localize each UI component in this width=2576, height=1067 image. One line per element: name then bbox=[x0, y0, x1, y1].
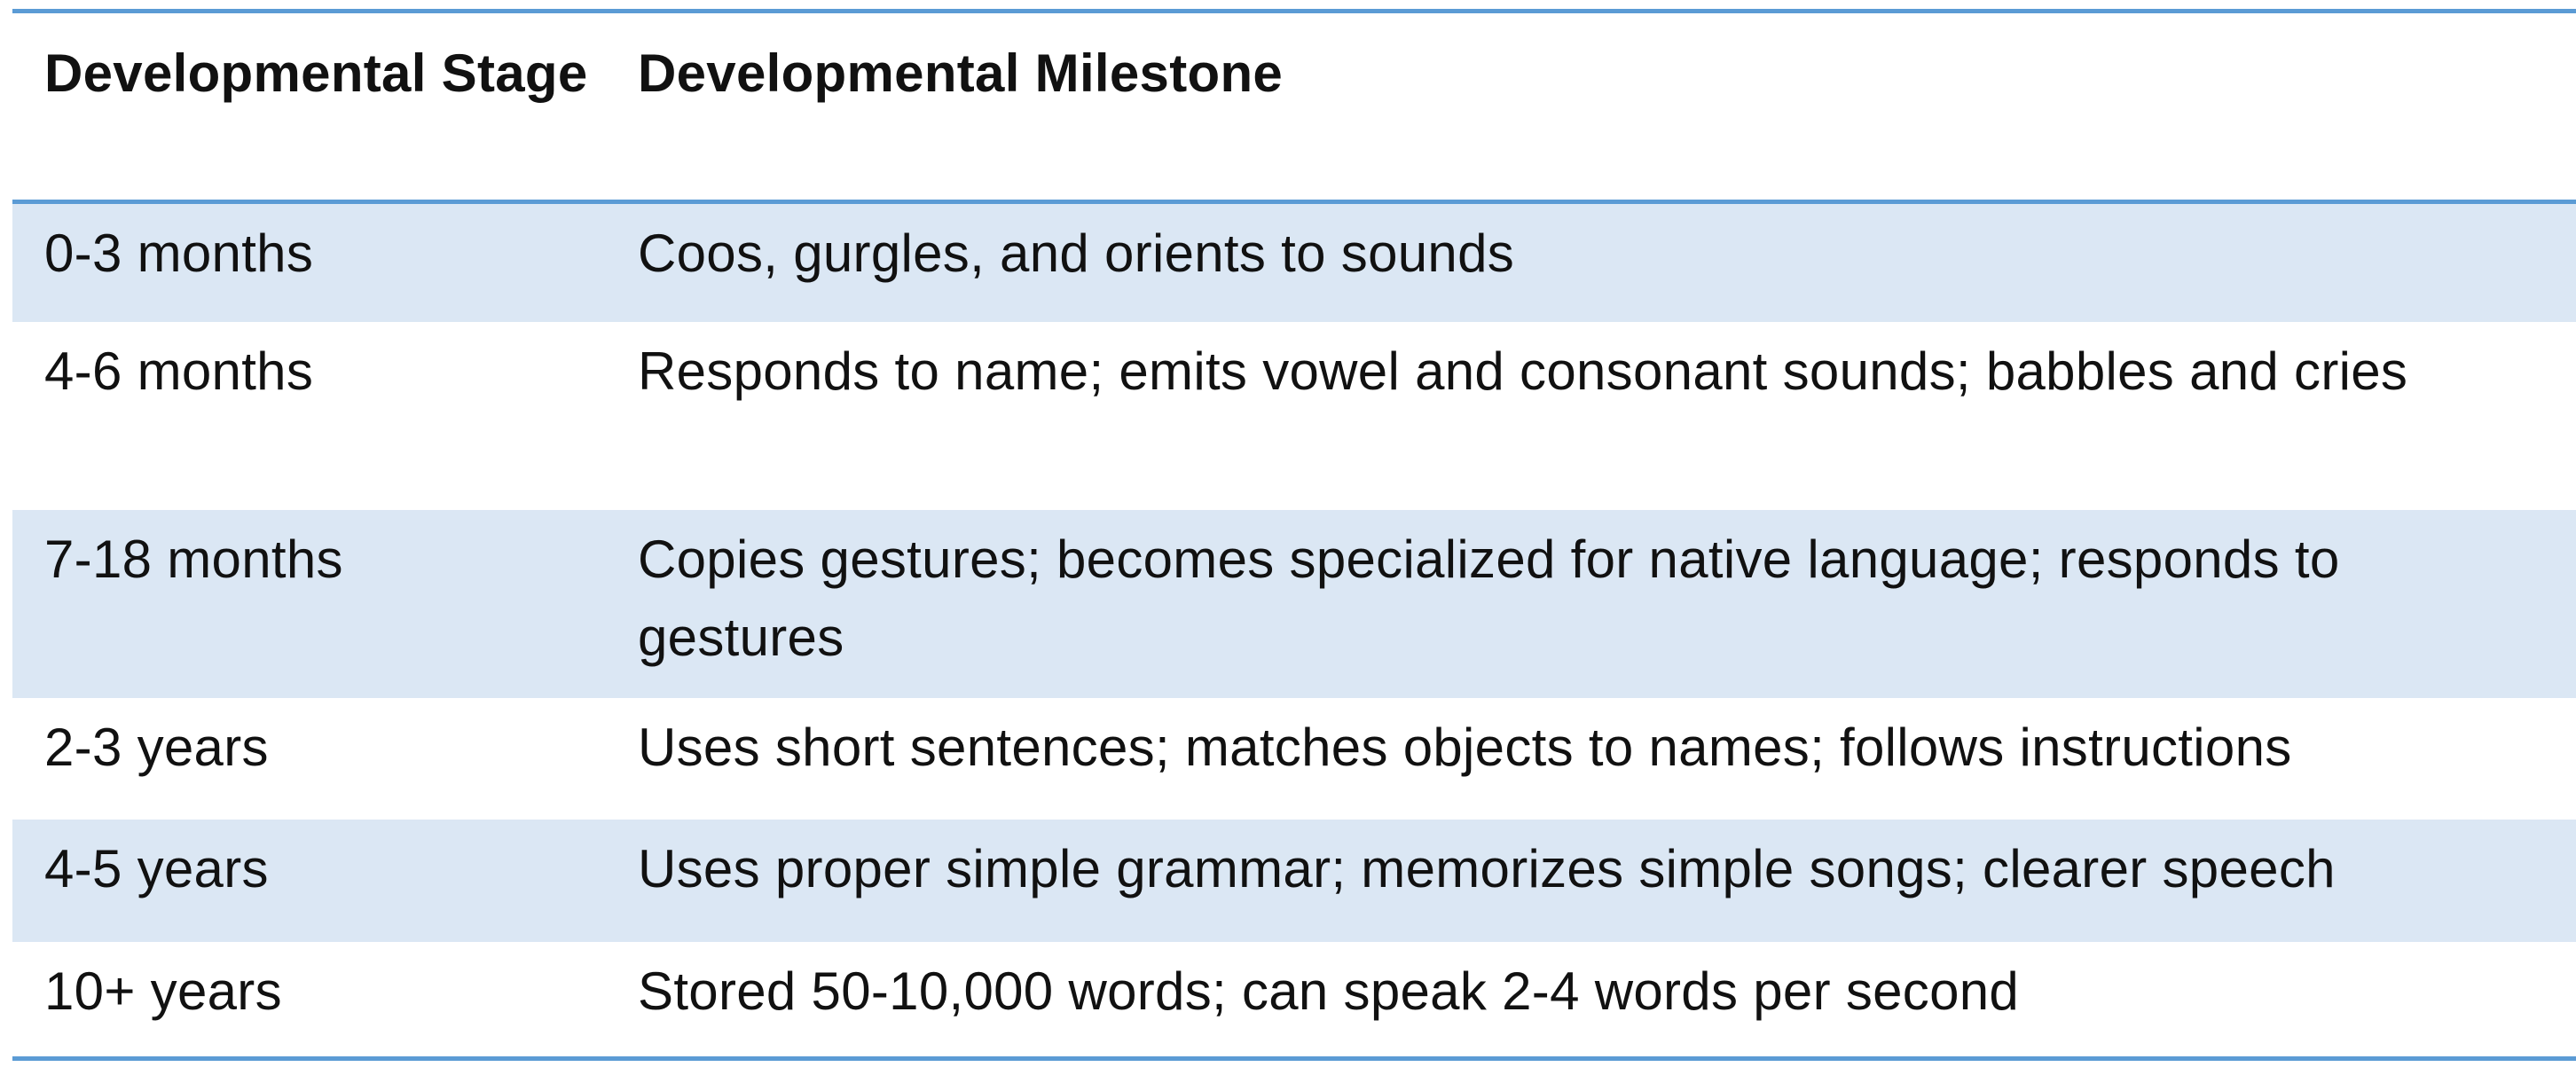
milestone-cell: Copies gestures; becomes specialized for native language; responds to gestures bbox=[638, 530, 2340, 667]
stage-cell: 4-5 years bbox=[44, 839, 269, 898]
stage-cell: 7-18 months bbox=[44, 530, 343, 589]
stage-cell: 4-6 months bbox=[44, 341, 314, 401]
stage-cell: 2-3 years bbox=[44, 718, 269, 777]
header-stage: Developmental Stage bbox=[44, 43, 588, 103]
table-row bbox=[12, 698, 2576, 820]
table-row bbox=[12, 510, 2576, 698]
milestones-table bbox=[12, 9, 2576, 1061]
table-row bbox=[12, 322, 2576, 510]
milestone-cell: Uses proper simple grammar; memorizes simple songs; clearer speech bbox=[638, 839, 2336, 898]
table-row bbox=[12, 942, 2576, 1056]
table-header-row bbox=[12, 13, 2576, 200]
table-bottom-rule bbox=[12, 1056, 2576, 1061]
milestone-cell: Responds to name; emits vowel and consonant sounds; babbles and cries bbox=[638, 341, 2408, 401]
milestone-cell: Uses short sentences; matches objects to names; follows instructions bbox=[638, 718, 2292, 777]
table-row bbox=[12, 204, 2576, 322]
table-row bbox=[12, 820, 2576, 942]
stage-cell: 10+ years bbox=[44, 961, 282, 1021]
milestone-cell: Stored 50-10,000 words; can speak 2-4 words per second bbox=[638, 961, 2020, 1021]
milestone-cell: Coos, gurgles, and orients to sounds bbox=[638, 224, 1515, 283]
header-milestone: Developmental Milestone bbox=[638, 43, 1284, 103]
stage-cell: 0-3 months bbox=[44, 224, 314, 283]
